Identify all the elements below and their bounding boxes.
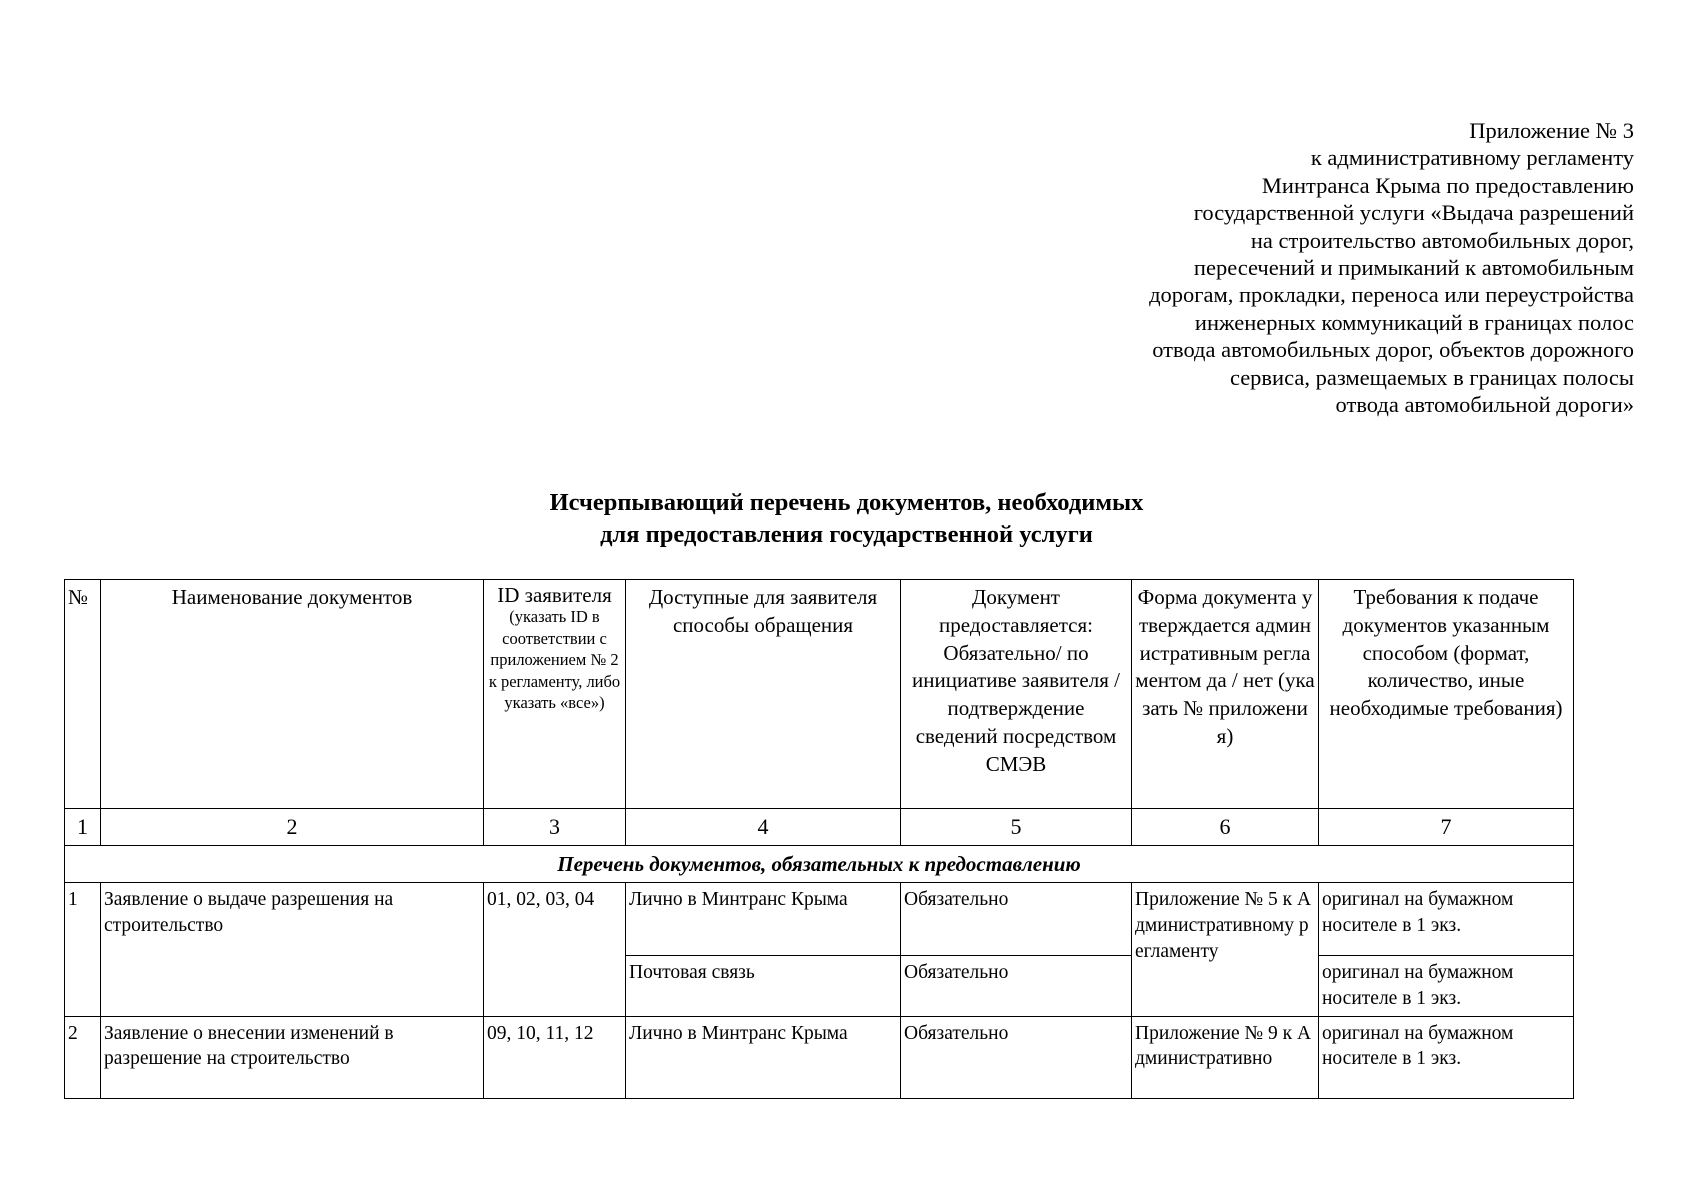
column-number: 5 bbox=[901, 809, 1132, 846]
header-num: № bbox=[65, 580, 101, 809]
row-form: Приложение № 5 к Административному регламенту bbox=[1132, 883, 1319, 1017]
row-applicant-ids: 01, 02, 03, 04 bbox=[484, 883, 626, 1017]
annex-line: пересечений и примыканий к автомобильным bbox=[1193, 255, 1634, 281]
row-provided: Обязательно bbox=[901, 1016, 1132, 1098]
row-document-name: Заявление о внесении изменений в разрешение на строительство bbox=[101, 1016, 484, 1098]
column-number: 6 bbox=[1132, 809, 1319, 846]
row-method: Почтовая связь bbox=[626, 956, 901, 1017]
row-document-name: Заявление о выдаче разрешения на строительство bbox=[101, 883, 484, 1017]
annex-line: отвода автомобильной дороги» bbox=[1335, 392, 1634, 418]
column-number: 4 bbox=[626, 809, 901, 846]
annex-line: государственной услуги «Выдача разрешений bbox=[1193, 200, 1634, 226]
header-requirements: Требования к подаче документов указанным способом (формат, количество, иные необходимые требования) bbox=[1319, 580, 1574, 809]
section-row bbox=[65, 846, 1574, 883]
row-provided: Обязательно bbox=[901, 883, 1132, 956]
annex-line: на строительство автомобильных дорог, bbox=[1250, 227, 1634, 253]
header-applicant-id bbox=[484, 580, 626, 809]
annex-line: сервиса, размещаемых в границах полосы bbox=[1229, 364, 1634, 390]
header-name: Наименование документов bbox=[101, 580, 484, 809]
column-number: 3 bbox=[484, 809, 626, 846]
annex-line: Приложение № 3 bbox=[1469, 118, 1634, 143]
row-applicant-ids: 09, 10, 11, 12 bbox=[484, 1016, 626, 1098]
annex-line: дорогам, прокладки, переноса или переустройства bbox=[1149, 282, 1634, 308]
annex-line: отвода автомобильных дорог, объектов дорожного bbox=[1152, 337, 1634, 363]
column-number-row bbox=[65, 809, 1574, 846]
row-provided: Обязательно bbox=[901, 956, 1132, 1017]
column-number: 1 bbox=[65, 809, 101, 846]
annex-line: к административному регламенту bbox=[1310, 145, 1634, 171]
document-title bbox=[0, 487, 1693, 551]
header-applicant-id-note: (указать ID в соответствии с приложением № 2 к регламенту, либо указать «все») bbox=[488, 607, 621, 713]
header-form: Форма документа утверждается административным регламентом да / нет (указать № приложения) bbox=[1132, 580, 1319, 809]
annex-line: инженерных коммуникаций в границах полос bbox=[1194, 309, 1634, 335]
section-title: Перечень документов, обязательных к предоставлению bbox=[65, 846, 1574, 883]
row-requirements: оригинал на бумажном носителе в 1 экз. bbox=[1319, 1016, 1574, 1098]
column-number: 7 bbox=[1319, 809, 1574, 846]
column-number: 2 bbox=[101, 809, 484, 846]
annex-note bbox=[1149, 117, 1634, 418]
annex-line: Минтранса Крыма по предоставлению bbox=[1261, 172, 1634, 198]
row-num: 2 bbox=[65, 1016, 101, 1098]
row-form: Приложение № 9 к Административно bbox=[1132, 1016, 1319, 1098]
header-provided: Документ предоставляется: Обязательно/ по инициативе заявителя /подтверждение сведений посредством СМЭВ bbox=[901, 580, 1132, 809]
table-header-row bbox=[65, 580, 1574, 809]
table-row bbox=[65, 883, 1574, 956]
row-method: Лично в Минтранс Крыма bbox=[626, 883, 901, 956]
row-requirements: оригинал на бумажном носителе в 1 экз. bbox=[1319, 956, 1574, 1017]
header-applicant-id-label: ID заявителя bbox=[497, 583, 612, 607]
title-line-1: Исчерпывающий перечень документов, необходимых bbox=[549, 489, 1144, 516]
row-method: Лично в Минтранс Крыма bbox=[626, 1016, 901, 1098]
row-num: 1 bbox=[65, 883, 101, 1017]
header-methods: Доступные для заявителя способы обращения bbox=[626, 580, 901, 809]
title-line-2: для предоставления государственной услуги bbox=[600, 521, 1093, 548]
row-requirements: оригинал на бумажном носителе в 1 экз. bbox=[1319, 883, 1574, 956]
table-row bbox=[65, 1016, 1574, 1098]
documents-table bbox=[64, 579, 1574, 1099]
